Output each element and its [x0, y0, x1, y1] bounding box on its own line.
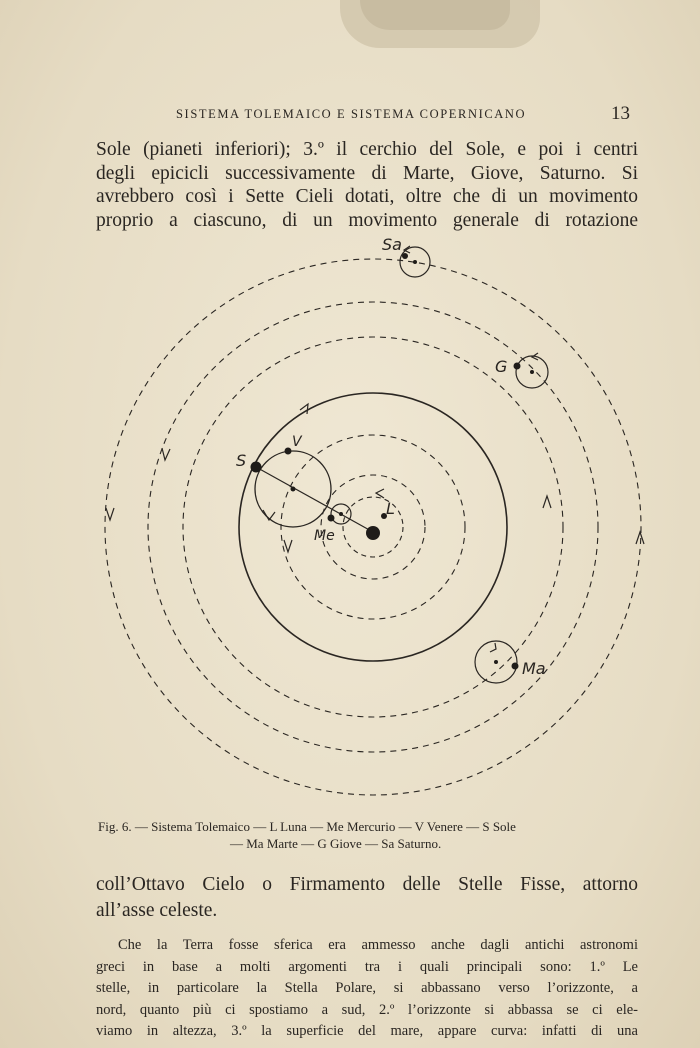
mercury-epicycle-center — [339, 512, 343, 516]
text-line: proprio a ciascuno, di un movimento generale di rotazione — [96, 209, 638, 231]
label-mercury: Me — [314, 528, 335, 544]
running-title: SISTEMA TOLEMAICO E SISTEMA COPERNICANO — [176, 107, 527, 121]
label-venus: V — [292, 434, 302, 450]
paragraph-3 — [96, 935, 638, 1043]
text-line: Sole (pianeti inferiori); 3.º il cerchio del Sole, e poi i centri — [96, 139, 638, 160]
page-header — [96, 105, 636, 127]
page-number: 13 — [611, 103, 630, 124]
mars-dot — [512, 663, 519, 670]
arrow-icon — [376, 489, 384, 498]
jupiter-epicycle-center — [530, 370, 534, 374]
caption-line: — Ma Marte — G Giove — Sa Saturno. — [230, 836, 442, 851]
mars-epicycle-center — [494, 660, 498, 664]
text-line: greci in base a molti argomenti tra i quali principali sono: 1.º Le — [96, 958, 638, 975]
text-line: avrebbero così i Sette Cieli dotati, oltre che di un movimento — [96, 186, 638, 207]
arrow-icon — [162, 448, 170, 460]
arrow-icon — [543, 496, 551, 508]
venus-epicycle-center — [291, 487, 296, 492]
text-line: Che la Terra fosse sferica era ammesso anche dagli antichi astronomi — [118, 937, 638, 953]
paragraph-1 — [96, 138, 638, 232]
sun-dot — [251, 462, 262, 473]
text-line: nord, quanto più ci spostiamo a sud, 2.º l’orizzonte si abbassa se ci ele- — [96, 1001, 638, 1018]
saturn-epicycle-center — [413, 260, 417, 264]
torn-paper-shadow — [360, 0, 510, 30]
earth-dot — [366, 526, 380, 540]
arrow-icon — [106, 508, 114, 520]
label-mars: Ma — [522, 659, 546, 678]
saturn-dot — [402, 253, 408, 259]
arrow-icon — [284, 540, 292, 552]
paragraph-2 — [96, 872, 638, 924]
label-saturn: Sa — [382, 235, 402, 254]
venus-dot — [285, 448, 292, 455]
text-line: degli epicicli successivamente di Marte, Giove, Saturno. Si — [96, 162, 638, 184]
jupiter-dot — [514, 363, 521, 370]
label-jupiter: G — [495, 357, 508, 376]
text-line: stelle, in particolare la Stella Polare, si abbassano verso l’orizzonte, a — [96, 980, 638, 997]
label-moon: L — [386, 499, 395, 518]
arrow-icon — [490, 643, 496, 652]
label-sun: S — [236, 451, 247, 470]
arrow-icon — [636, 532, 644, 544]
ptolemaic-diagram — [90, 232, 660, 812]
ptolemaic-system-figure — [90, 232, 660, 812]
mercury-dot — [328, 515, 335, 522]
text-line: viamo in altezza, 3.º la superficie del mare, appare curva: infatti di una — [96, 1023, 638, 1040]
text-line: coll’Ottavo Cielo o Firmamento delle Stelle Fisse, attorno — [96, 874, 638, 895]
text-line: all’asse celeste. — [96, 900, 218, 921]
caption-line: Fig. 6. — Sistema Tolemaico — L Luna — Me Mercurio — V Venere — S Sole — [98, 819, 516, 834]
figure-caption — [98, 818, 638, 852]
